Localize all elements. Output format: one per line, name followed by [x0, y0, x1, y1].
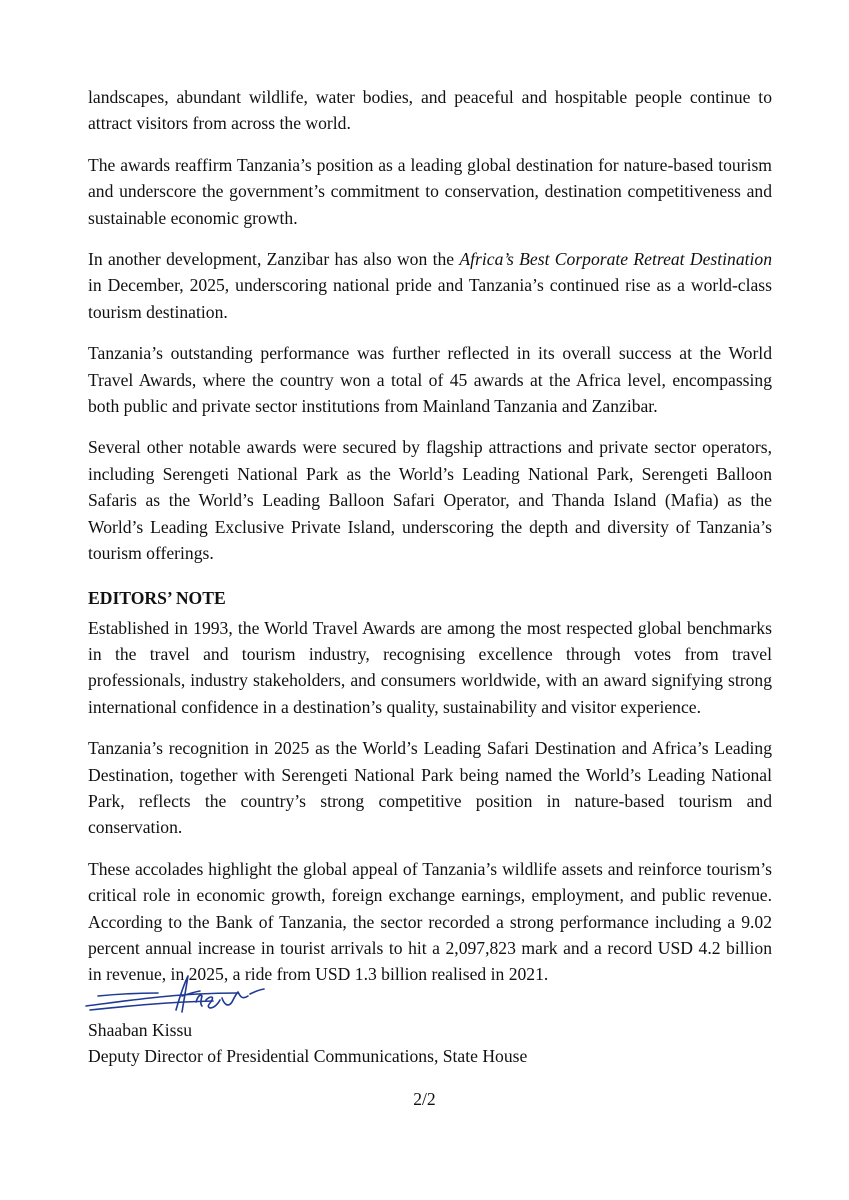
editors-note-paragraph: Established in 1993, the World Travel Awards are among the most respected global benchmarks in the travel and tourism industry, recognising excellence through votes from travel professionals, industry stakeholders, and consumers worldwide, with an award signifying strong international confidence in a destination’s quality, sustainability and visitor experience. [88, 617, 772, 717]
body-paragraph: landscapes, abundant wildlife, water bodies, and peaceful and hospitable people continue to attract visitors from across the world. [88, 87, 772, 134]
body-paragraph: Several other notable awards were secured by flagship attractions and private sector operators, including Serengeti National Park as the World’s Leading National Park, Serengeti Balloon Safaris as the World’s Leading Balloon Safari Operator, and Thanda Island (Mafia) as the World’s Leading Exclusive Private Island, underscoring the depth and diversity of Tanzania’s tourism offerings. [88, 437, 772, 564]
award-name-italic: Africa’s Best Corporate Retreat Destination [459, 249, 772, 270]
paragraph-text: In another development, Zanzibar has also won the [88, 249, 460, 270]
editors-note-heading: EDITORS’ NOTE [88, 587, 226, 608]
signatory-block [88, 1017, 527, 1070]
signatory-name: Shaaban Kissu [88, 1020, 193, 1040]
paragraph-text: in December, 2025, underscoring national pride and Tanzania’s continued rise as a world-class tourism destination. [88, 275, 772, 322]
body-paragraph: The awards reaffirm Tanzania’s position as a leading global destination for nature-based tourism and underscore the government’s commitment to conservation, destination competitiveness and sustainable economic growth. [88, 154, 772, 228]
body-paragraph [88, 246, 772, 325]
editors-note-paragraph: These accolades highlight the global appeal of Tanzania’s wildlife assets and reinforce tourism’s critical role in economic growth, foreign exchange earnings, employment, and public revenue. According to the Bank of Tanzania, the sector recorded a strong performance including a 9.02 percent annual increase in tourist arrivals to hit a 2,097,823 mark and a record USD 4.2 billion in revenue, in 2025, a ride from USD 1.3 billion realised in 2021. [88, 858, 772, 985]
body-paragraph: Tanzania’s outstanding performance was further reflected in its overall success at the World Travel Awards, where the country won a total of 45 awards at the Africa level, encompassing both public and private sector institutions from Mainland Tanzania and Zanzibar. [88, 343, 772, 417]
page-number: 2/2 [413, 1089, 436, 1109]
editors-note-paragraph: Tanzania’s recognition in 2025 as the World’s Leading Safari Destination and Africa’s Leading Destination, together with Serengeti National Park being named the World’s Leading National Park, reflects the country’s strong competitive position in nature-based tourism and conservation. [88, 738, 772, 838]
document-body [88, 84, 772, 1003]
signatory-title: Deputy Director of Presidential Communications, State House [88, 1046, 528, 1067]
